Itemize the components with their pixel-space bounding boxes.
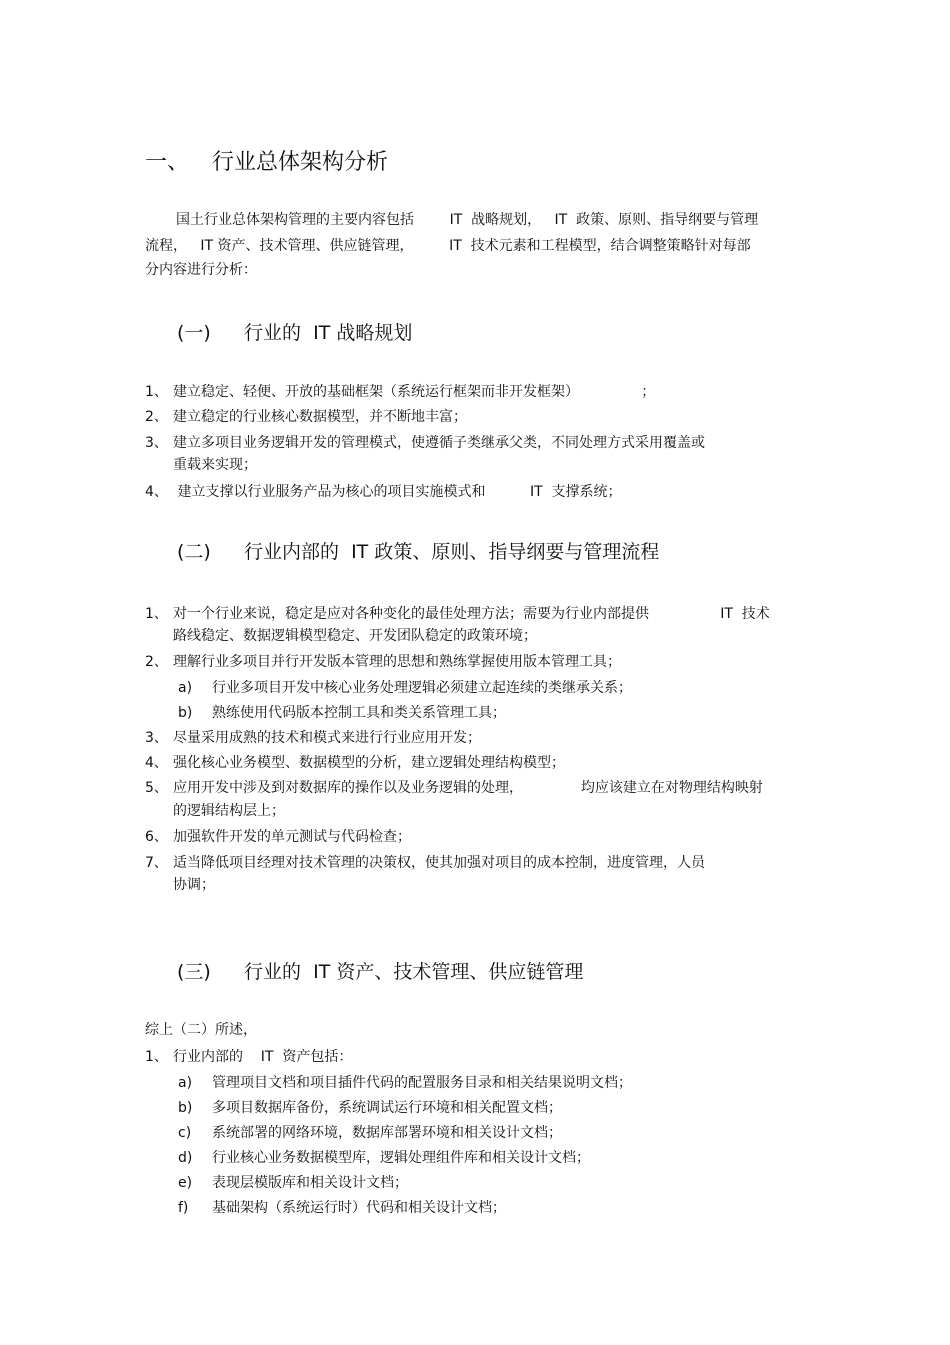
sub-item-letter: b) <box>178 1100 193 1116</box>
part1-number: (一) <box>177 322 211 344</box>
list-item-text: 理解行业多项目并行开发版本管理的思想和熟练掌握使用版本管理工具； <box>173 654 621 670</box>
list-item-text: 行业内部的 IT 资产包括： <box>173 1049 353 1065</box>
sub-item-letter: d) <box>178 1150 193 1166</box>
list-item-number: 1、 <box>145 1049 168 1065</box>
list-item-text: 建立稳定、轻便、开放的基础框架（系统运行框架而非开发框架） ； <box>173 384 656 400</box>
sub-item-text: 表现层模版库和相关设计文档； <box>212 1175 408 1191</box>
sub-item-text: 多项目数据库备份，系统调试运行环境和相关配置文档； <box>212 1100 562 1116</box>
list-item-text: 建立支撑以行业服务产品为核心的项目实施模式和 IT 支撑系统； <box>173 484 622 500</box>
list-item-text: 对一个行业来说，稳定是应对各种变化的最佳处理方法；需要为行业内部提供 IT 技术 <box>173 606 770 622</box>
list-item-text: 协调； <box>173 877 215 893</box>
list-item-number: 6、 <box>145 829 168 845</box>
sub-item-letter: c) <box>178 1125 192 1141</box>
list-item-text: 加强软件开发的单元测试与代码检查； <box>173 829 411 845</box>
list-item-text: 重载来实现； <box>173 457 257 473</box>
list-item-text: 强化核心业务模型、数据模型的分析，建立逻辑处理结构模型； <box>173 755 565 771</box>
list-item-number: 2、 <box>145 409 168 425</box>
list-item-number: 1、 <box>145 606 168 622</box>
list-item-number: 4、 <box>145 755 168 771</box>
list-item-text: 建立多项目业务逻辑开发的管理模式，使遵循子类继承父类，不同处理方式采用覆盖或 <box>173 435 705 451</box>
part3-intro: 综上（二）所述， <box>145 1022 257 1038</box>
sub-item-letter: b) <box>178 705 193 721</box>
list-item-text: 适当降低项目经理对技术管理的决策权，使其加强对项目的成本控制，进度管理，人员 <box>173 855 705 871</box>
list-item-text: 建立稳定的行业核心数据模型，并不断地丰富； <box>173 409 467 425</box>
sub-item-letter: a) <box>178 680 193 696</box>
section1-number: 一、 <box>145 150 190 175</box>
list-item-text: 的逻辑结构层上； <box>173 803 285 819</box>
list-item-number: 1、 <box>145 384 168 400</box>
sub-item-text: 管理项目文档和项目插件代码的配置服务目录和相关结果说明文档； <box>212 1075 632 1091</box>
list-item-number: 3、 <box>145 730 168 746</box>
list-item-text: 路线稳定、数据逻辑模型稳定、开发团队稳定的政策环境； <box>173 628 537 644</box>
list-item-text: 应用开发中涉及到对数据库的操作以及业务逻辑的处理， 均应该建立在对物理结构映射 <box>173 780 763 796</box>
list-item-number: 5、 <box>145 780 168 796</box>
section1-title: 行业总体架构分析 <box>212 150 389 175</box>
part3-number: (三) <box>177 961 211 983</box>
sub-item-letter: e) <box>178 1175 193 1191</box>
list-item-number: 4、 <box>145 484 168 500</box>
part2-title: 行业内部的 IT 政策、原则、指导纲要与管理流程 <box>244 541 660 563</box>
list-item-number: 3、 <box>145 435 168 451</box>
list-item-text: 尽量采用成熟的技术和模式来进行行业应用开发； <box>173 730 481 746</box>
sub-item-text: 行业多项目开发中核心业务处理逻辑必须建立起连续的类继承关系； <box>212 680 632 696</box>
list-item-number: 2、 <box>145 654 168 670</box>
part1-title: 行业的 IT 战略规划 <box>244 322 413 344</box>
part3-title: 行业的 IT 资产、技术管理、供应链管理 <box>244 961 584 983</box>
sub-item-letter: a) <box>178 1075 193 1091</box>
section1-intro-line: 国土行业总体架构管理的主要内容包括 IT 战略规划， IT 政策、原则、指导纲要与管理 <box>176 212 759 228</box>
sub-item-text: 基础架构（系统运行时）代码和相关设计文档； <box>212 1200 506 1216</box>
sub-item-text: 系统部署的网络环境，数据库部署环境和相关设计文档； <box>212 1125 562 1141</box>
section1-intro-line: 分内容进行分析： <box>145 262 257 278</box>
sub-item-text: 熟练使用代码版本控制工具和类关系管理工具； <box>212 705 506 721</box>
section1-intro-line: 流程， IT 资产、技术管理、供应链管理， IT 技术元素和工程模型，结合调整策略针对每部 <box>145 238 751 254</box>
sub-item-letter: f) <box>178 1200 189 1216</box>
sub-item-text: 行业核心业务数据模型库，逻辑处理组件库和相关设计文档； <box>212 1150 590 1166</box>
list-item-number: 7、 <box>145 855 168 871</box>
part2-number: (二) <box>177 541 211 563</box>
